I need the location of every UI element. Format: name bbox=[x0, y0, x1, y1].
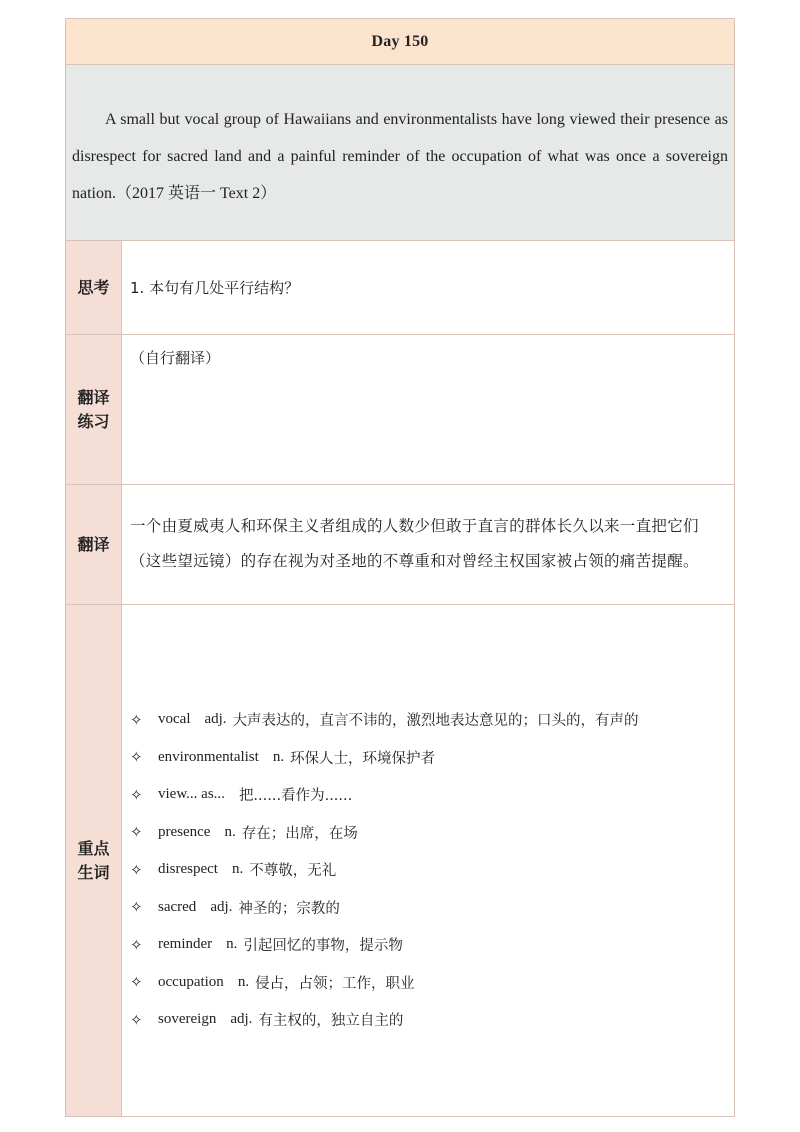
sentence-row bbox=[66, 65, 734, 241]
diamond-bullet-icon: ✧ bbox=[130, 1010, 143, 1029]
vocab-word: sacred bbox=[158, 898, 197, 915]
vocab-meaning: 存在；出席，在场 bbox=[241, 825, 358, 842]
vocab-meaning: 大声表达的，直言不讳的，激烈地表达意见的；口头的，有声的 bbox=[232, 713, 639, 730]
practice-label: 翻译练习 bbox=[77, 387, 110, 431]
vocab-item bbox=[130, 851, 734, 889]
think-question: 1. 本句有几处平行结构？ bbox=[130, 279, 300, 297]
vocab-item bbox=[130, 889, 734, 927]
vocab-label: 重点生词 bbox=[77, 838, 110, 882]
vocab-word: sovereign bbox=[158, 1011, 217, 1028]
think-label: 思考 bbox=[77, 277, 110, 297]
vocab-list bbox=[130, 701, 734, 1039]
vocab-pos: n. bbox=[272, 748, 285, 765]
vocab-pos: adj. bbox=[204, 711, 227, 728]
source-sentence: A small but vocal group of Hawaiians and environmentalists have long viewed their presence as disrespect for sacred land and a painful reminder of the occupation of what was once a sovereign nation.（2017 英语一 Text 2） bbox=[72, 111, 728, 202]
translation-label: 翻译 bbox=[77, 534, 110, 554]
vocab-item bbox=[130, 964, 734, 1002]
practice-row bbox=[66, 335, 734, 485]
vocab-meaning: 引起回忆的事物，提示物 bbox=[243, 938, 403, 955]
vocab-item bbox=[130, 1001, 734, 1039]
diamond-bullet-icon: ✧ bbox=[130, 785, 143, 804]
vocab-meaning: 有主权的，独立自主的 bbox=[258, 1013, 404, 1030]
vocab-meaning: 环保人士，环境保护者 bbox=[290, 750, 436, 767]
vocab-pos: n. bbox=[224, 823, 236, 840]
vocab-pos: adj. bbox=[230, 1011, 253, 1028]
diamond-bullet-icon: ✧ bbox=[130, 710, 143, 729]
vocab-word: reminder bbox=[158, 936, 213, 953]
study-card bbox=[65, 18, 735, 1117]
vocab-row bbox=[66, 605, 734, 1116]
practice-content[interactable] bbox=[122, 335, 734, 484]
vocab-meaning: 把......看作为...... bbox=[238, 788, 353, 805]
practice-label-cell bbox=[66, 335, 122, 484]
diamond-bullet-icon: ✧ bbox=[130, 973, 143, 992]
vocab-word: view... as... bbox=[158, 786, 225, 803]
vocab-label-cell bbox=[66, 605, 122, 1116]
vocab-word: vocal bbox=[158, 711, 191, 728]
vocab-item bbox=[130, 701, 734, 739]
vocab-item bbox=[130, 814, 734, 852]
vocab-pos: n. bbox=[237, 973, 250, 990]
diamond-bullet-icon: ✧ bbox=[130, 823, 143, 842]
vocab-item bbox=[130, 776, 734, 814]
diamond-bullet-icon: ✧ bbox=[130, 860, 143, 879]
think-label-cell bbox=[66, 241, 122, 334]
vocab-word: occupation bbox=[158, 973, 224, 990]
translation-label-cell bbox=[66, 485, 122, 604]
vocab-meaning: 不尊敬，无礼 bbox=[249, 863, 337, 880]
vocab-pos: n. bbox=[231, 861, 244, 878]
diamond-bullet-icon: ✧ bbox=[130, 898, 143, 917]
vocab-pos: adj. bbox=[210, 898, 233, 915]
page-title: Day 150 bbox=[371, 32, 429, 50]
think-content bbox=[122, 241, 734, 334]
think-row bbox=[66, 241, 734, 335]
vocab-pos: n. bbox=[226, 936, 238, 953]
title-row bbox=[66, 19, 734, 65]
vocab-word: disrespect bbox=[158, 861, 218, 878]
vocab-word: presence bbox=[158, 823, 211, 840]
vocab-meaning: 侵占，占领；工作，职业 bbox=[255, 975, 415, 992]
vocab-meaning: 神圣的；宗教的 bbox=[238, 900, 340, 917]
vocab-content bbox=[122, 605, 734, 1116]
translation-text: 一个由夏威夷人和环保主义者组成的人数少但敢于直言的群体长久以来一直把它们（这些望远镜）的存在视为对圣地的不尊重和对曾经主权国家被占领的痛苦提醒。 bbox=[130, 517, 699, 570]
vocab-item bbox=[130, 739, 734, 777]
diamond-bullet-icon: ✧ bbox=[130, 935, 143, 954]
translation-content bbox=[122, 485, 734, 604]
translation-row bbox=[66, 485, 734, 605]
vocab-item bbox=[130, 926, 734, 964]
vocab-word: environmentalist bbox=[158, 748, 259, 765]
practice-placeholder: （自行翻译） bbox=[130, 349, 221, 367]
diamond-bullet-icon: ✧ bbox=[130, 748, 143, 767]
